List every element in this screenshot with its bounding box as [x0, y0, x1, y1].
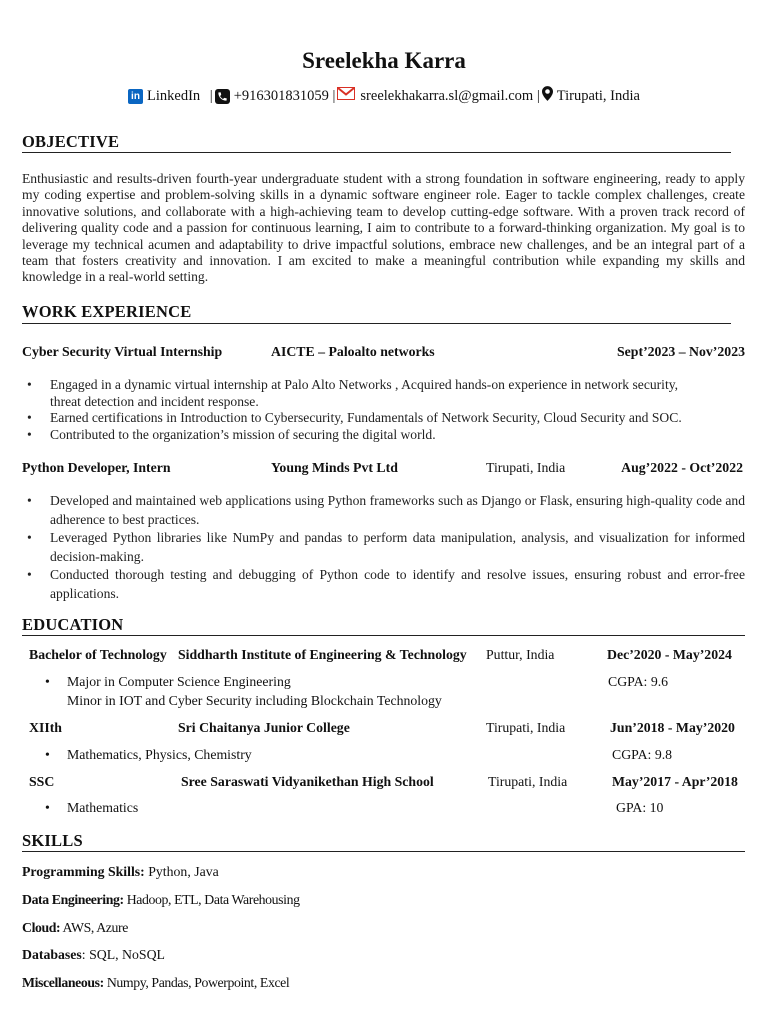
skill-value: AWS, Azure: [62, 920, 128, 935]
list-item: • Developed and maintained web applications using Python frameworks such as Django or Flask, ensuring high-quality code and adherence to best practices.: [25, 492, 745, 529]
bullet: •: [45, 800, 50, 815]
linkedin-icon: in: [128, 89, 143, 104]
map-pin-icon: [542, 86, 553, 106]
edu-location: Puttur, India: [486, 647, 555, 662]
linkedin-link[interactable]: LinkedIn: [147, 87, 201, 104]
skill-label: Programming Skills:: [22, 864, 145, 879]
section-divider: [22, 152, 731, 153]
separator: |: [209, 87, 213, 104]
skill-label: Cloud:: [22, 920, 61, 935]
job-bullets: [25, 377, 745, 443]
edu-detail: Mathematics: [67, 800, 139, 815]
skill-label: Databases: [22, 947, 82, 962]
skill-row: [22, 975, 289, 991]
skill-row: [22, 920, 128, 936]
skill-label: Data Engineering:: [22, 892, 124, 907]
edu-school: Sree Saraswati Vidyanikethan High School: [181, 774, 434, 789]
location: Tirupati, India: [556, 87, 640, 104]
section-heading-objective: OBJECTIVE: [22, 132, 120, 151]
job-location: Tirupati, India: [486, 460, 566, 475]
edu-score: CGPA: 9.8: [612, 747, 673, 762]
job-role: Cyber Security Virtual Internship: [22, 344, 223, 359]
job-bullets: [25, 492, 745, 603]
skill-row: [22, 947, 165, 963]
skill-row: [22, 892, 300, 908]
edu-dates: Dec’2020 - May’2024: [607, 647, 732, 662]
edu-score: GPA: 10: [616, 800, 664, 815]
edu-dates: May’2017 - Apr’2018: [612, 774, 738, 789]
objective-text: Enthusiastic and results-driven fourth-year undergraduate student with a strong foundation in software engineering, ready to apply my coding expertise and problem-solving skills in a dynamic software engineer role. Eager to tackle complex challenges, create innovative solutions, and collaborate with a high-achieving team to develop cutting-edge software. With a proven track record of delivering quality code and a passion for continuous learning, I aim to contribute to a forward-thinking organization. My goal is to leverage my technical acumen and adaptability to drive impactful solutions, embrace new challenges, and be an integral part of a team that fosters creativity and innovation. I am excited to make a meaningful contribution while expanding my skills and knowledge in a real-world setting.: [22, 171, 745, 285]
edu-detail: Minor in IOT and Cyber Security including Blockchain Technology: [67, 693, 442, 708]
edu-detail: Mathematics, Physics, Chemistry: [67, 747, 252, 762]
edu-detail: Major in Computer Science Engineering: [67, 674, 291, 689]
phone-icon: [215, 89, 230, 104]
edu-degree: XIIth: [29, 720, 62, 735]
edu-location: Tirupati, India: [488, 774, 568, 789]
edu-score: CGPA: 9.6: [608, 674, 669, 689]
edu-dates: Jun’2018 - May’2020: [610, 720, 735, 735]
skill-value: Python, Java: [148, 864, 219, 879]
edu-location: Tirupati, India: [486, 720, 566, 735]
skill-row: [22, 864, 219, 880]
job-company: Young Minds Pvt Ltd: [271, 460, 398, 475]
bullet: •: [45, 747, 50, 762]
job-company: AICTE – Paloalto networks: [271, 344, 435, 359]
skill-value: Hadoop, ETL, Data Warehousing: [126, 892, 300, 907]
section-divider: [22, 851, 745, 852]
candidate-name: Sreelekha Karra: [302, 48, 466, 73]
edu-school: Siddharth Institute of Engineering & Technology: [178, 647, 467, 662]
section-heading-education: EDUCATION: [22, 615, 124, 634]
section-heading-skills: SKILLS: [22, 831, 83, 850]
skill-value: Numpy, Pandas, Powerpoint, Excel: [106, 975, 290, 990]
job-role: Python Developer, Intern: [22, 460, 171, 475]
job-dates: Sept’2023 – Nov’2023: [617, 344, 745, 359]
skill-separator: :: [81, 947, 86, 962]
list-item: • Engaged in a dynamic virtual internship at Palo Alto Networks , Acquired hands-on experience in network security, threat detection and incident response.: [25, 377, 745, 410]
job-dates: Aug’2022 - Oct’2022: [621, 460, 743, 475]
section-divider: [22, 635, 745, 636]
gmail-icon: [337, 87, 355, 105]
list-item: • Conducted thorough testing and debugging of Python code to identify and resolve issues, ensuring robust and error-free applications.: [25, 566, 745, 603]
section-divider: [22, 323, 731, 324]
section-heading-work: WORK EXPERIENCE: [22, 302, 192, 321]
edu-degree: SSC: [29, 774, 55, 789]
email-link[interactable]: sreelekhakarra.sl@gmail.com: [360, 87, 534, 104]
edu-degree: Bachelor of Technology: [29, 647, 167, 662]
list-item: • Leveraged Python libraries like NumPy and pandas to perform data manipulation, analysis, and visualization for informed decision-making.: [25, 529, 745, 566]
separator: |: [536, 87, 540, 104]
skill-value: SQL, NoSQL: [89, 947, 165, 962]
separator: |: [332, 87, 336, 104]
phone-number: +916301831059: [233, 87, 329, 104]
skill-label: Miscellaneous:: [22, 975, 104, 990]
list-item: • Earned certifications in Introduction to Cybersecurity, Fundamentals of Network Security, Cloud Security and SOC.: [25, 410, 745, 427]
bullet: •: [45, 674, 50, 689]
contact-line: [0, 86, 768, 106]
list-item: • Contributed to the organization’s mission of securing the digital world.: [25, 427, 745, 444]
edu-school: Sri Chaitanya Junior College: [178, 720, 350, 735]
